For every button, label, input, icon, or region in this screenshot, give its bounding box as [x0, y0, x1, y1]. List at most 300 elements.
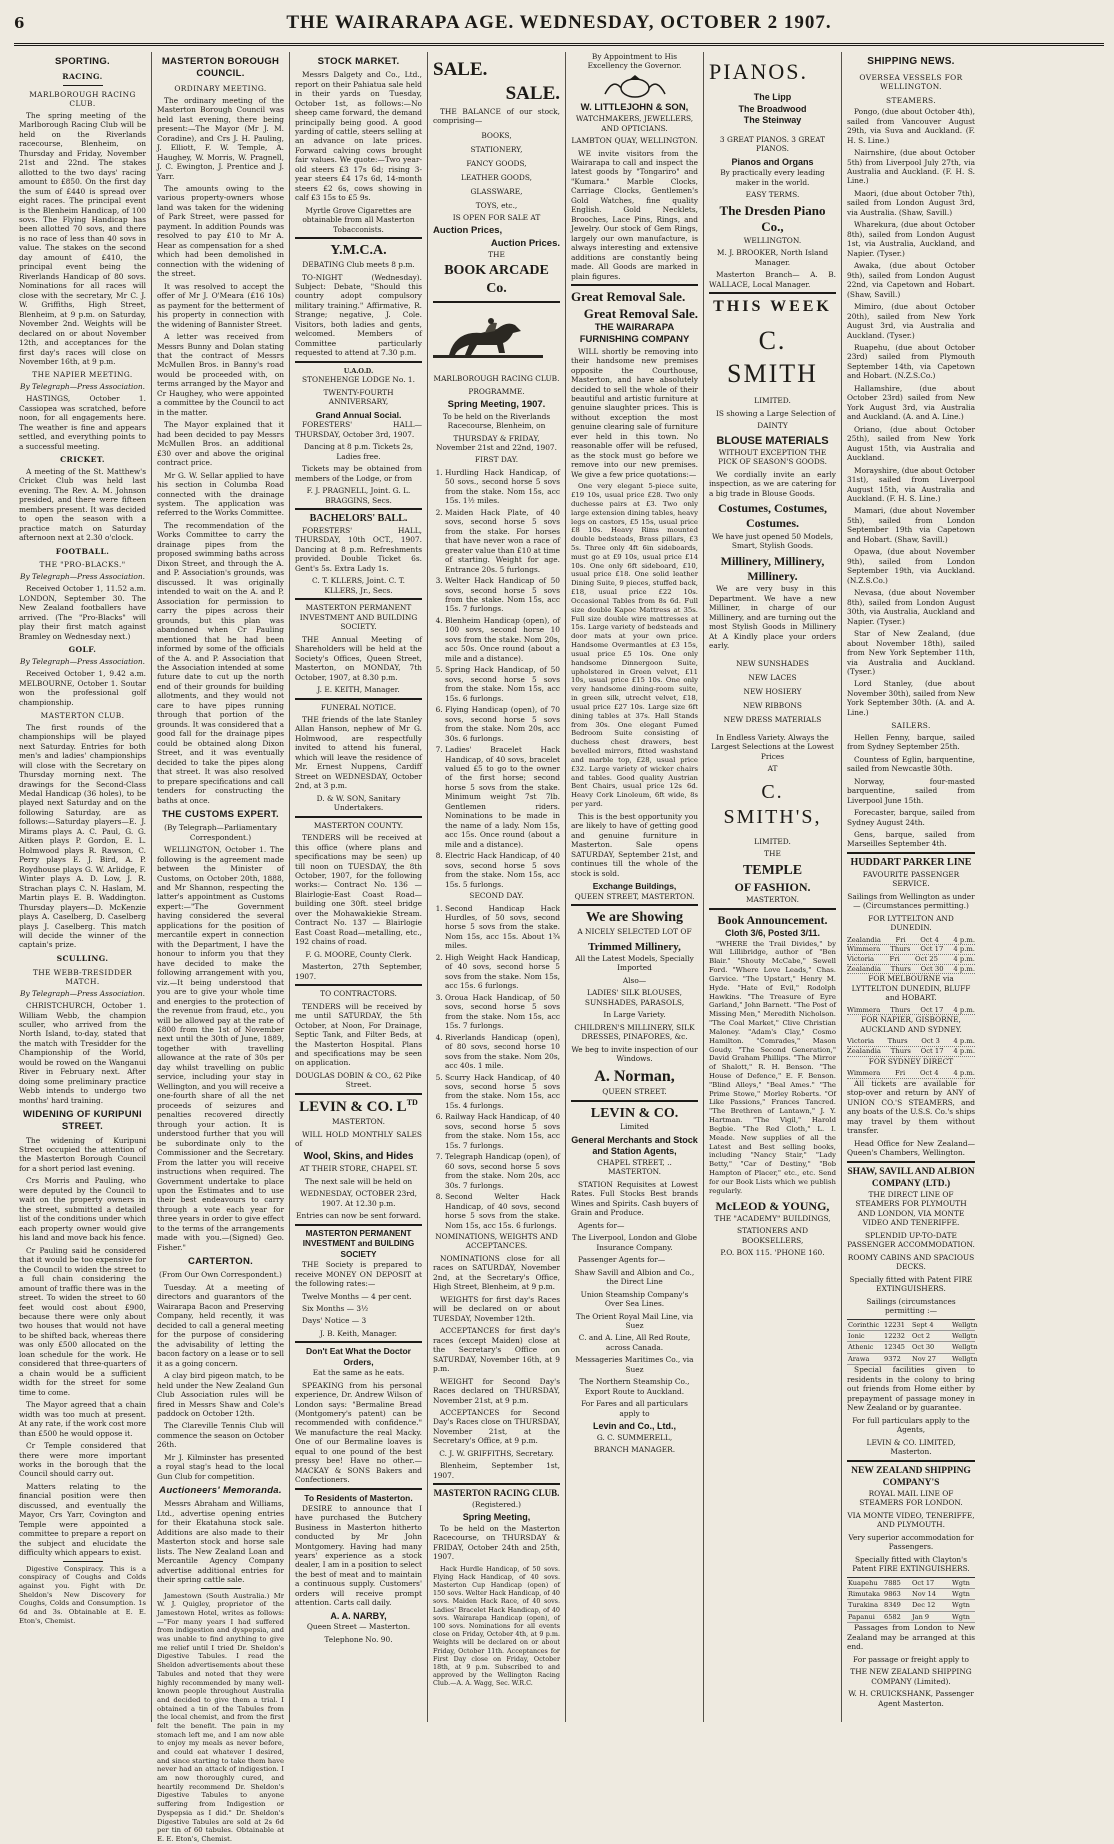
- mrc-title: MARLBOROUGH RACING CLUB.: [433, 374, 560, 384]
- levin-limited: Limited: [620, 1122, 649, 1132]
- race-item: 3. Welter Hack Handicap of 50 sovs, second horse 5 sovs from the stake. Nom 15s, acc 15s. 7 furlongs.: [445, 576, 560, 614]
- heading-pro-blacks: THE "PRO-BLACKS.": [39, 560, 126, 570]
- temple: TEMPLE: [742, 862, 803, 878]
- auction-prices-1: Auction Prices,: [433, 225, 503, 237]
- contractors-text: TENDERS will be received by me until SATURDAY, the 5th October, at Noon, For Drainage, Septic Tank, and Filter Beds, at the Masterton Hospital. Plans and specifications may be seen on application.: [295, 1001, 422, 1068]
- sale-items: [433, 129, 560, 213]
- uaod-lodge: STONEHENGE LODGE No. 1.: [302, 375, 415, 385]
- mrc-second-day: SECOND DAY.: [469, 891, 524, 901]
- article-stock: Messrs Dalgety and Co., Ltd., report on their Pahiatua sale held in their yards on Tuesday, October 1st, as follows:—No sheep came forward, the demand principally being good. A good yarding of cattle, steers selling at an advance on late prices. Forward calving cows brought fair values. We quote:—Two year-old steers £3 17s 6d; rising 3-year steers £4 17s 6d, 14-month steers £2 6s, cows showing in calf £3 15s to £5 9s.: [295, 70, 422, 203]
- shaw-roomy: ROOMY CABINS AND SPACIOUS DECKS.: [847, 1252, 975, 1272]
- levin-agent: The Liverpool, London and Globe Insurance Company.: [572, 1233, 697, 1252]
- summerell: G. C. SUMMERELL,: [596, 1432, 673, 1442]
- smith-at: AT: [767, 764, 778, 774]
- article-kuripuni-5: Cr Temple considered that there were more important works in the borough that the Council should carry out.: [19, 1441, 146, 1479]
- latest-models: All the Latest Models, Specially Imported: [575, 953, 694, 973]
- fashion: OF FASHION.: [734, 879, 811, 894]
- shaw-fitted: Specially fitted with Patent FIRE EXTINGUISHERS.: [849, 1274, 973, 1294]
- heading-stock: STOCK MARKET.: [317, 56, 400, 67]
- mrc2-spring: Spring Meeting,: [462, 1512, 531, 1523]
- route-melbourne: FOR MELBOURNE via LYTTELTON DUNEDIN, BLUFF and HOBART.: [851, 974, 971, 1003]
- smith-without: WITHOUT EXCEPTION THE PICK OF SEASON'S GOODS.: [718, 447, 827, 467]
- masthead: [14, 12, 1104, 46]
- narby-name: A. A. NARBY,: [330, 1610, 387, 1621]
- advert-nz-shipping: [847, 1460, 975, 1709]
- steamer-list: [847, 107, 975, 717]
- blouse-materials: BLOUSE MATERIALS: [716, 434, 829, 447]
- narby-tel: Telephone No. 90.: [324, 1634, 393, 1644]
- ymca-sub: DEBATING Club meets 8 p.m.: [302, 260, 415, 270]
- exchange-addr: QUEEN STREET, MASTERTON.: [574, 891, 695, 901]
- race-item: 4. Riverlands Handicap (open), of 80 sovs, second horse 10 sovs from the stake. Nom 20s, acc 40s. 1 mile.: [445, 1033, 560, 1071]
- sailing-row: Victoria Thurs Oct 3 4 p.m.: [847, 1037, 975, 1046]
- easy-terms: EASY TERMS.: [745, 190, 800, 200]
- bachelors-sec: C. T. KLLERS, Joint. C. T. KLLERS, Jr., Secs.: [312, 576, 405, 595]
- article-carterton-1: Tuesday. At a meeting of directors and guarantors of the Wairarapa Bacon and Preserving Company, held recently, it was decided to call a general meeting for the purpose of considering the advisability of letting the bacon factory on a lease or to sell it as a going concern.: [157, 1282, 284, 1368]
- book-list: "WHERE the Trail Divides," by Will Lillibridge, author of "Ben Blair." "Shouty McCabe," Sewell Ford. "Where Love Leads," Chas. Garvice. "The Upstart," Henry M. Hyde. "Hate of Evil," Rodolph Hawkins. "The Treasure of Eyre Garland," John Barnett. "The Post of Missing Men," Meredith Nicholson. "The Coal Market," Clive Christian Maloney. "Adam's Clay," Cosmo Hamilton. "Comrades," Mason Goudy. "The Second Generation," David Graham Phillips. "The Mirror of Shalott," R. H. Benson. "The House of Defence," E. F. Benson. "Blind Alleys," "Beal Ames." "The Prime Stowe," Morley Roberts. "Of Like Passions," Frances Tancred. "The Brethren of Lantawn," J. Y. Hartman. "The Vigil," Harold Begbie. "The Red Cloth," L. I. Meade. New supplies of all the Latest and Best selling books, including "Nancy Stair," "Lady Betty," "Car of Destiny," "Bob Hampton of Placer," etc., etc. Send for our Book Lists which we publish regularly.: [709, 939, 836, 1195]
- mrc-held: To be held on the Riverlands Racecourse, Blenheim, on: [442, 411, 551, 431]
- sailing-row: Zealandia Fri Oct 4 4 p.m.: [847, 935, 975, 944]
- auction-prices-2: Auction Prices.: [490, 237, 560, 249]
- column-pianos: [704, 52, 842, 1722]
- mrc2-detail: Hack Hurdle Handicap, of 50 sovs. Flying Hack Handicap, of 40 sovs. Masterton Cup Handicap (open) of 150 sovs. Welter Hack Handicap, of 40 sovs. Maiden Hack Race, of 40 sovs. Ladies' Bracelet Hack Handicap, of 40 sovs. Wairarapa Handicap (open), of 100 sovs. Nominations for all events close on Friday, October 4th, at 9 p.m. Weights will be declared on or about Friday, October 11th. Acceptances for First Day close on Friday, October 18th, at 9 p.m. Subscribed to and approved by the Wellington Racing Club.—A. A. Wagg, Sec. W.R.C.: [433, 1564, 560, 1688]
- norman-name: A. Norman,: [594, 1067, 675, 1085]
- pianos-organs: Pianos and Organs: [731, 156, 814, 167]
- book-heading: Book Announcement.: [717, 912, 828, 927]
- race-list-day-1: [433, 468, 560, 889]
- advert-smith: [709, 292, 836, 905]
- steamer-item: Pongo, (due about October 4th), sailed from Vancouver August 29th, via Suva and Auckland. (F. H. S. Line.): [847, 107, 975, 145]
- wool-store: AT THEIR STORE, CHAPEL ST.: [299, 1164, 418, 1174]
- sailing-row: Wimmera Thurs Oct 17 4 p.m.: [847, 1005, 975, 1014]
- article-council-3: It was resolved to accept the offer of Mr J. O'Meara (£16 10s) as payment for the betterment of his property in connection with the widening of Bannister Street.: [157, 281, 284, 329]
- doctor-title: Don't Eat What the Doctor Orders,: [306, 1346, 411, 1368]
- smith-limited-2: LIMITED.: [754, 837, 791, 847]
- levin-agents: Agents for—: [578, 1220, 625, 1230]
- mcleod: McLEOD & YOUNG,: [715, 1198, 830, 1213]
- removal-tail: This is the best opportunity you are likely to have of getting good and genuine furniture in Masterton. Sale opens SATURDAY, September 21st, and continues till the whole of the stock is sold.: [571, 811, 698, 878]
- wool-next: The next sale will be held on: [304, 1176, 413, 1186]
- advert-masterton-racing: [433, 1483, 560, 1687]
- race-item: 5. Scurry Hack Handicap, of 40 sovs, second horse 5 sovs from the stake. Nom 15s, acc 15s. 4 furlongs.: [445, 1073, 560, 1111]
- steamer-item: Star of New Zealand, (due about November 18th), sailed from New York September 11th, via Australia and Auckland. (Tyser.): [847, 629, 975, 676]
- nzs-royal: ROYAL MAIL LINE OF STEAMERS FOR LONDON.: [859, 1488, 963, 1508]
- racehorse-illustration: [433, 311, 543, 367]
- county-date: Masterton, 27th September, 1907.: [295, 962, 422, 981]
- dateline: By Telegraph—Press Association.: [20, 571, 145, 581]
- advert-residents: [295, 1488, 422, 1644]
- mpib2-rate-1: Twelve Months — 4 per cent.: [302, 1291, 412, 1301]
- heading-cricket: CRICKET.: [60, 455, 105, 465]
- article-auctioneers: Messrs Abraham and Williams, Ltd., advertise opening entries for their Ekatahuna stock sale. Additions are also made to their Masterton stock and horse sale lists. The New Zealand Loan and Mercantile Agency Company advertise additional entries for their spring cattle sale.: [157, 1499, 284, 1585]
- smith-endless: In Endless Variety. Always the Largest Selections at the Lowest Prices: [710, 732, 835, 761]
- mrc-secretary: C. J. W. GRIFFITHS, Secretary.: [439, 1448, 554, 1458]
- dresden-brooker: M. J. BROOKER, North Island Manager.: [716, 248, 829, 267]
- this-week: THIS WEEK: [713, 298, 832, 316]
- race-item: 4. Blenheim Handicap (open), of 100 sovs, second horse 10 sovs from the stake. Nom 20s, acc 50s. Once round (about a mile and a distance).: [445, 616, 560, 663]
- nzs-agent: W. H. CRUICKSHANK, Passenger Agent Masterton.: [848, 1689, 974, 1708]
- advert-bachelors: [295, 508, 422, 595]
- po-box: P.O. BOX 115. 'PHONE 160.: [720, 1248, 825, 1258]
- sale-intro: THE BALANCE of our stock, comprising—: [433, 106, 560, 126]
- wool-title: Wool, Skins, and Hides: [303, 1151, 414, 1163]
- huddart-favourite: FAVOURITE PASSENGER SERVICE.: [862, 869, 960, 889]
- heading-sculling: SCULLING.: [56, 953, 109, 963]
- smith-limited: LIMITED.: [754, 396, 791, 406]
- academy: THE "ACADEMY" BUILDINGS,: [714, 1213, 831, 1223]
- race-item: 2. Maiden Hack Plate, of 40 sovs, second horse 5 sovs from the stake. For horses that have never won a race of greater value than £10 at time of starting. Weight for age. Entrance 20s. 5 furlongs.: [445, 508, 560, 574]
- piano-steinway: The Steinway: [743, 115, 802, 126]
- article-council-7: The recommendation of the Works Committee to carry the drainage pipes from the proposed swimming baths across Dixon Street, and through the A. and P. Association's grounds, was discussed. It was originally intended to wait on the A. and P. Association for permission to carry the pipes across their grounds, but this plan was abandoned when Cr Pauling mentioned that he had been informed by some of the officials of the A. and P. Association that the Association intended at some future date to cut up the north end of their grounds for building allotments, and they would not care to have pipes running through that portion of the grounds. It was considered that a good fall for the drainage pipes could be obtained along Dixon Street, and it was eventually decided to take the pipes along that street. It was also resolved to prepare specifications and call tenders for constructing the baths at once.: [157, 520, 284, 805]
- article-masterton-club: The first rounds of the championships will be played next Saturday. Entries for both men's and ladies' championships will close with the Secretary on Thursday morning next. The drawings for the Second-Class Medal Handicap (36 holes), to be played next Saturday and on the following Saturday, are as follows:—Saturday players—E. J. Mirams plays A. C. Paul, G. G. Aitken plays P. Gordon, E. L. Holmwood plays R. Rawson, C. Perry plays E. J. Bird, A. P. Roydhouse plays G. W. Arlidge, F. Winter plays A. D. Low, J. R. Strachan plays C. N. Haslam, M. Martin plays E. B. Waddington. Thursday players—D. McKenzie plays A. Caselberg, D. Caselberg plays J. Caselberg. This match will decide the winner of the captain's prize.: [19, 722, 146, 950]
- steamer-item: Wharekura, (due about October 8th), sailed from London August 1st, via Australia, Auckland, and Napier. (Tyser.): [847, 220, 975, 258]
- mpib2-title: MASTERTON PERMANENT INVESTMENT and BUILDING SOCIETY: [302, 1228, 415, 1259]
- ymca-title: Y.M.C.A.: [330, 243, 387, 259]
- race-item: 8. Second Welter Hack Handicap, of 40 sovs, second horse 5 sovs from the stake. Nom 15s, acc 15s. 6 furlongs.: [445, 1192, 560, 1230]
- new-item: NEW LACES: [748, 672, 797, 682]
- wool-intro: WILL HOLD MONTHLY SALES of: [295, 1129, 422, 1148]
- littlejohn-name: W. LITTLEJOHN & SON,: [580, 101, 689, 113]
- book-cloth: Cloth 3/6, Posted 3/11.: [724, 928, 821, 939]
- trimmed-millinery: Trimmed Millinery,: [588, 940, 681, 953]
- shaw-direct: THE DIRECT LINE OF STEAMERS FOR PLYMOUTH AND LONDON, VIA MONTE VIDEO AND TENERIFFE.: [855, 1189, 967, 1228]
- article-webb: CHRISTCHURCH, October 1. William Webb, the champion sculler, who arrived from the North Island, to-day, stated that the match with Tresidder for the Championship of the World, would be rowed on the Wanganui River in February next. After doing some preliminary practice Webb intends to undergo two months' hard training.: [19, 1001, 146, 1105]
- new-items: [709, 657, 836, 727]
- nzs-clayton: Specially fitted with Clayton's Patent FIRE EXTINGUISHERS.: [852, 1554, 970, 1574]
- exchange-buildings: Exchange Buildings,: [592, 881, 677, 892]
- heading-kuripuni: WIDENING OF KURIPUNI STREET.: [23, 1109, 142, 1133]
- article-kuripuni-3: Cr Pauling said he considered that it would be too expensive for the Council to widen the street to a full chain considering the amount of traffic there was in the street. To widen the street to 60 feet would cost about £900, because there were only about two houses that would not have to be shifted back, whereas there was only £500 allocated on the loan schedule for the work. He considered that three-quarters of a chain would be a sufficient width for the street for some time to come.: [19, 1245, 146, 1397]
- advert-marlborough-racing: [433, 301, 560, 1480]
- sale-item: BOOKS,: [481, 130, 512, 140]
- heading-carterton: CARTERTON.: [187, 1256, 254, 1268]
- sale-heading-1: SALE.: [433, 59, 488, 80]
- smith-models: We have just opened 50 Models, Smart, Stylish Goods.: [711, 531, 834, 551]
- mpib-title: MASTERTON PERMANENT INVESTMENT AND BUILDING SOCIETY.: [299, 603, 418, 632]
- mrc-first-day: FIRST DAY.: [474, 455, 519, 465]
- removal-title-2: Great Removal Sale.: [583, 305, 698, 321]
- steamer-item: Hallamshire, (due about October 23rd) sailed from New York August 3rd, via Australia and Auckland. (A. and A. Line.): [847, 383, 975, 422]
- nzs-apply: For passage or freight apply to: [853, 1654, 969, 1664]
- uaod-secretaries: F. J. PRAGNELL, Joint. G. L. BRAGGINS, Secs.: [306, 486, 411, 505]
- levin-agent: Union Steamship Company's Over Sea Lines.: [580, 1289, 689, 1309]
- route-napier: FOR NAPIER, GISBORNE, AUCKLAND AND SYDNEY.: [860, 1015, 962, 1034]
- mpib-sig: J. E. KEITH, Manager.: [317, 685, 400, 695]
- mpib-text: THE Annual Meeting of Shareholders will be held at the Society's Offices, Queen Street, Masterton, on MONDAY, 7th October, 1907, at 8.30 p.m.: [295, 634, 422, 682]
- advert-mpib-deposit: [295, 1224, 422, 1339]
- article-golf: Received October 1, 9.42 a.m. MELBOURNE, October 1. Soutar won the professional golf championship.: [19, 669, 146, 707]
- article-council-6: Mr G. W. Sellar applied to have his section in Columba Road connected with the drainage system. The application was referred to the Works Committee.: [157, 470, 284, 518]
- article-council-5: The Mayor explained that it had been decided to pay Messrs McMullen Bros. an additional £30 over and above the original contract price.: [157, 420, 284, 468]
- bachelors-title: BACHELORS' BALL.: [309, 513, 408, 525]
- sailer-item: Countess of Eglin, barquentine, sailed from Newcastle 30th.: [847, 754, 975, 774]
- page-number: 6: [14, 14, 25, 32]
- doctor-sub: Eat the same as he eats.: [312, 1368, 405, 1378]
- mrc-nominations: NOMINATIONS close for all races on SATURDAY, November 2nd, at the Secretary's Office, High Street, Blenheim, at 9 p.m.: [433, 1253, 560, 1292]
- showing-title: We are Showing: [586, 910, 683, 926]
- levin-general: General Merchants and Stock and Station Agents,: [571, 1134, 698, 1157]
- sailing-row: Zealandia Thurs Oct 17 4 p.m.: [847, 1047, 975, 1056]
- levin-agent: The Orient Royal Mail Line, via Suez: [575, 1311, 694, 1330]
- advert-funeral: [295, 698, 422, 813]
- contractors-sig: DOUGLAS DOBIN & CO., 62 Pike Street.: [295, 1070, 422, 1090]
- levin-agent: C. and A. Line, All Red Route, across Canada.: [578, 1333, 691, 1352]
- mpib2-rate-3: Days' Notice — 3: [302, 1316, 367, 1326]
- steamer-item: Nevasa, (due about November 8th), sailed from London August 30th, via Australia, Auckland and Napier. (Tyser.): [847, 588, 975, 626]
- steamer-item: Nairnshire, (due about October 5th) from Liverpool July 27th, via Australia and Auckland. (F. H. S. Line.): [847, 148, 975, 186]
- royal-crest-icon: [585, 74, 685, 100]
- notice-myrtle: Myrtle Grove Cigarettes are obtainable from all Masterton Tobacconists.: [302, 205, 415, 234]
- dateline: By Telegraph—Press Association.: [20, 656, 145, 666]
- article-carterton-3: The Clareville Tennis Club will commence the season on October 26th.: [157, 1421, 284, 1450]
- levin-agent: Messageries Maritimes Co., via Suez: [575, 1355, 694, 1374]
- article-kuripuni-2: Crs Morris and Pauling, who were deputed by the Council to wait on the property owners in the street, submitted a detailed list of the conditions under which each property owner would give his land and move back his fence.: [19, 1176, 146, 1243]
- huddart-note: All tickets are available for stop-over and return by ANY of UNION CO.'S STEAMERS, and any boats of the U.S.S. Co.'s ships may travel by them without transfer.: [847, 1078, 975, 1136]
- race-item: 7. Telegraph Handicap (open), of 60 sovs, second horse 5 sovs from the stake. Nom 20s, acc 30s. 7 furlongs.: [445, 1152, 560, 1190]
- advert-levin-wool: [295, 1093, 422, 1221]
- mrc-spring: Spring Meeting, 1907.: [447, 399, 546, 411]
- steamer-item: Lord Stanley, (due about November 30th), sailed from New York September 30th. (A. and A. Line.): [847, 679, 975, 717]
- funeral-title: FUNERAL NOTICE.: [320, 702, 397, 712]
- sailer-list: [847, 733, 975, 849]
- blouses: LADIES' SILK BLOUSES, SUNSHADES, PARASOLS,: [584, 988, 685, 1007]
- sailing-row: Wimmera Thurs Oct 17 4 p.m.: [847, 945, 975, 954]
- removal-title-1: Great Removal Sale.: [571, 289, 686, 305]
- nzs-via: VIA MONTE VIDEO, TENERIFFE, AND PLYMOUTH.: [847, 1510, 975, 1530]
- funeral-text: THE friends of the late Stanley Allan Hanson, nephew of Mr G. Holmwood, are respectfully invited to attend his funeral, which will leave the residence of Mr. Ernest Nuppens, Cardiff Street on WEDNESDAY, October 2nd, at 3 p.m.: [295, 714, 422, 791]
- article-customs: WELLINGTON, October 1. The following is the agreement made between the Minister of Customs, on October 20th, 1888, and Mr Shannon, respecting the latter's appointment as Customs expert:—"The Government having considered the several applications for the position of mercantile expert in connection with the Department, I have the honour to inform you that they have decided to make the following arrangement with you, viz.—It being understood that you are to give your whole time and energies to the protection of the revenue from fraud, etc., you will be allowed pay at the rate of £800 from the 1st of November next until the 30th of June, 1889, together with travelling allowance at the rate of 30s per day whilst travelling on public service, including your stay in Wellington, and you will receive a one-fourth share of all the net proceeds of seizures and penalties recovered directly through your action. It is understood further that you will be subordinate only to the Commissioner and the Secretary. From the latter you will receive instructions when required. The Government undertake to place upon the Estimates and to use their best endeavours to carry through a vote each year for three years in order to give effect to the terms of the arrangements made with you.—(Signed) Geo. Fisher.": [157, 845, 284, 1252]
- mrc-date: Blenheim, September 1st, 1907.: [433, 1461, 560, 1480]
- smith-cordially: We cordially invite an early inspection, as we are catering for a big trade in Blouse Goods.: [709, 469, 836, 498]
- narby-addr: Queen Street — Masterton.: [306, 1622, 411, 1632]
- heading-shipping: SHIPPING NEWS.: [867, 56, 955, 67]
- steamer-item: Mimiro, (due about October 20th), sailed from New York August 3rd, via Australia and Auckland. (Tyser.): [847, 302, 975, 340]
- steamer-item: Awaka, (due about October 9th), sailed from London August 22nd, via Capetown and Hobart. (Shaw, Savill.): [847, 261, 975, 299]
- advert-huddart: [847, 852, 975, 1158]
- mpib2-text: THE Society is prepared to receive MONEY ON DEPOSIT at the following rates:—: [295, 1260, 422, 1289]
- removal-list: One very elegant 5-piece suite, £19 10s, usual price £28. Two only duchesse pairs at £3. Two only large extension dining tables, heavy legs on castors, £5 15s, usual price £8 10s. Heavy Rims mounted double bedsteads, Brass pillars, £3 5s. Three only 4ft 6in sideboards, must go at £9 10s, usual price £14 10s. One only 6ft sideboard, £10, usual price £18. One solid leather Dining Suite, 9 pieces, stuffed back, £18, usual price £22 10s. Occasional Tables from 8s 6d. Full size double Kapoc Mattress at 35s. Full size double wire mattresses at 15s. Large variety of bedsteads and door mats at your own price. Handsome Overmantles at £3 15s, usual price £5 10s. One only handsome Dinnergoon Suite, upholstered in Green velvet, £11 10s, usual price £15 10s. One only very handsome dining-room suite, in green silk, utrecht velvet, £18, usual price £27 10s. Large size 6ft dining tables at 37s. Hall Stands from 30s. One elegant Fumed Bedroom Suite consisting of duchess chest drawers, best bevelled mirrors, fitted washstand and marble top, £28, usual price £32. Large variety of wicker chairs and tables. Good quality Austrian Bent Chairs, usual price 12s 6d. Heavy Cork Linoleum, 6ft wide, 8s per yard.: [571, 482, 698, 808]
- levin-title: LEVIN & CO. $L^{TD}$: [299, 1097, 418, 1115]
- also: Also—: [622, 975, 647, 985]
- book-arcade: BOOK ARCADE Co.: [444, 263, 549, 297]
- sailing-row: Zealandia Thurs Oct 30 4 p.m.: [847, 964, 975, 973]
- county-sig: F. G. MOORE, County Clerk.: [305, 949, 412, 959]
- heading-golf: GOLF.: [68, 645, 97, 655]
- doctor-text: SPEAKING from his personal experience, Dr. Andrew Wilson of London says: "Bermaline Bread (Montgomery's patent) can be recommended with confidence." We manufacture the real Macky. One of our Bermaline loaves is equal to one pound of the best pressy bee! Have no other.—MACKAY & SONS Bakers and Confectioners.: [295, 1380, 422, 1485]
- littlejohn-text: WE invite visitors from the Wairarapa to call and inspect the latest goods by "Tongariro" and "Kumara." Marble Clocks, Carriage Clocks, Gentlemen's Gold Watches, fine quality English. Gold Necklets, Brooches, Lace Pins, Rings, and Jewelry. Our stock of Gem Rings, largely our own manufacture, is always interesting and extensive additions are constantly being made. All Goods are marked in plain figures.: [571, 148, 698, 281]
- advert-norman: [571, 904, 698, 1096]
- funeral-sig: D. & W. SON, Sanitary Undertakers.: [316, 793, 401, 813]
- great-pianos: 3 GREAT PIANOS. 3 GREAT PIANOS.: [719, 134, 826, 154]
- subheading-ordinary: ORDINARY MEETING.: [174, 84, 267, 94]
- wool-date: WEDNESDAY, OCTOBER 23rd, 1907. At 12.30 p.m.: [300, 1189, 417, 1208]
- temple-the: THE: [764, 849, 781, 859]
- sailing-row: Wimmera Fri Oct 4 4 p.m.: [847, 1069, 975, 1078]
- levin-agent: The Northern Steamship Co., Export Route to Auckland.: [579, 1377, 690, 1396]
- temple-masterton: MASTERTON.: [745, 895, 800, 905]
- advert-doctor: [295, 1341, 422, 1484]
- shaw-note: Special facilities given to residents in the colony to bring out friends from Home either by prepayment of passage money in New Zealand or by guarantee.: [847, 1365, 975, 1413]
- variety: In Large Variety.: [603, 1010, 666, 1020]
- county-title: MASTERTON COUNTY.: [313, 820, 404, 830]
- subheading-customs: (By Telegraph—Parliamentary Correspondent.): [164, 823, 277, 842]
- race-item: 1. Second Handicap Hack Hurdles, of 50 sovs, second horse 5 sovs from the stake. Nom 15s, acc 15s. About 1¾ miles.: [445, 904, 560, 951]
- heading-marlborough: MARLBOROUGH RACING CLUB.: [29, 89, 136, 109]
- column-shipping: [842, 52, 980, 1722]
- race-item: 6. Flying Handicap (open), of 70 sovs, second horse 5 sovs from the stake. Nom 20s, acc 30s. 6 furlongs.: [445, 705, 560, 743]
- article-marlborough: The spring meeting of the Marlborough Racing Club will be held on the Riverlands racecourse, Blenheim, on Thursday and Friday, November 21st and 22nd. The stakes allotted to the two days' racing amount to £850. On the first day the sum of £440 is spread over eight races. The principal event is the Blenheim Handicap, of 100 sovs. The Flying Handicap has been allotted 70 sovs, and there is no race of less than 40 sovs in value. The stakes on the second day amount of £410, the principal event being the Riverlands Handicap of 80 sovs. Nominations for all races will close with the secretary, Mr C. J. W. Griffiths, High Street, Blenheim, at 9 p.m. on Saturday, November 2nd. Weights will be declared on or about November 12th, and acceptances for the first day's races will close on November 16th, at 9 p.m.: [19, 110, 146, 366]
- smith-dainty: DAINTY: [757, 421, 788, 431]
- advert-books: [709, 908, 836, 1258]
- levin-ltd: Levin and Co., Ltd.,: [593, 1421, 676, 1432]
- heading-masterton-club: MASTERTON CLUB.: [40, 711, 125, 721]
- heading-auctioneers: Auctioneers' Memoranda.: [159, 1485, 282, 1497]
- dresden-wellington: WELLINGTON.: [743, 235, 802, 245]
- nzs-title: NEW ZEALAND SHIPPING COMPANY'S: [851, 1465, 971, 1488]
- steamer-item: Morayshire, (due about October 31st), sailed from Liverpool August 15th, via Australia and Auckland. (F. H. S. Line.): [847, 465, 975, 504]
- uaod-tickets: Tickets may be obtained from members of the Lodge, or from: [295, 464, 422, 483]
- advert-removal: [571, 284, 698, 901]
- new-item: NEW HOSIERY: [743, 686, 802, 696]
- levin-fares: For Fares and all particulars apply to: [581, 1399, 688, 1418]
- race-item: 5. Spring Hack Handicap, of 50 sovs, second horse 5 sovs from the stake. Nom 15s, acc 15s. 6 furlongs.: [445, 665, 560, 703]
- mrc-weight-2: WEIGHT for Second Day's Races declared on THURSDAY, November 21st, at 9 p.m.: [433, 1376, 560, 1405]
- mrc2-text: To be held on the Masterton Racecourse, on THURSDAY & FRIDAY, October 24th and 25th, 1907.: [433, 1523, 560, 1562]
- levin-agent: Shaw Savill and Albion and Co., the Direct Line: [574, 1267, 695, 1287]
- sale-item: GLASSWARE,: [470, 186, 523, 196]
- route-lyttelton: FOR LYTTELTON AND DUNEDIN.: [868, 913, 954, 933]
- mrc2-title: MASTERTON RACING CLUB.: [433, 1488, 560, 1499]
- shaw-sailings: Sailings (circumstances permitting :—: [866, 1296, 956, 1316]
- sailer-item: Gens, barque, sailed from Marseilles September 4th.: [847, 830, 975, 849]
- shaw-apply: For full particulars apply to the Agents,: [852, 1415, 970, 1435]
- smith-showing: IS showing a Large Selection of: [716, 408, 836, 418]
- dresden: The Dresden Piano Co.,: [719, 202, 826, 235]
- smith-title: C. SMITH: [727, 325, 818, 388]
- shaw-table: Corinthic 12231 Sept 4 Wellgtn Ionic 12232 Oct 2 Wellgtn Athenic 12345 Oct 30 Wellgtn Arawa 9372 Nov 27 Wellgtn: [847, 1319, 975, 1366]
- dateline: By Telegraph—Press Association.: [20, 381, 145, 391]
- sale-item: FANCY GOODS,: [466, 158, 527, 168]
- advert-ymca: [295, 237, 422, 358]
- sailing-row: Victoria Fri Oct 25 4 p.m.: [847, 954, 975, 963]
- race-item: 2. High Weight Hack Handicap, of 40 sovs, second horse 5 sovs from the stake. Nom 15s, acc 15s. 6 furlongs.: [445, 953, 560, 991]
- dresden-branch: Masterton Branch— A. B. WALLACE, Local Manager.: [709, 270, 836, 289]
- newspaper-title: THE WAIRARAPA AGE. WEDNESDAY, OCTOBER 2 1907.: [286, 12, 832, 33]
- column-council: [152, 52, 290, 1843]
- removal-text: WILL shortly be removing into their handsome new premises opposite the Courthouse, Masterton, and have absolutely decided to sell the whole of their beautiful and artistic furniture at genuine slaughter prices. This is without exception the most genuine clearing sale of furniture ever held in this town. No reasonable offer will be refused, as the stock must go before we remove into our new premises. We give a few price quotations:—: [571, 346, 698, 479]
- steamer-item: Mamari, (due about November 5th), sailed from London September 19th via Capetown and Hobart. (Shaw, Savill.): [847, 506, 975, 544]
- sale-item: LEATHER GOODS,: [460, 172, 532, 182]
- huddart-title: HUDDART PARKER LINE: [850, 856, 972, 868]
- levin-name: LEVIN & CO.: [590, 1105, 679, 1121]
- advert-mpib: [295, 598, 422, 694]
- steamer-item: Oriano, (due about October 25th), sailed from New York August 15th, via Australia and Auckland.: [847, 424, 975, 463]
- article-council-4: A letter was received from Messrs Bunny and Dolan stating that the contract of Messrs McMullen Bros. in Banny's road would be proceeded with, on terms arranged by the Mayor and Cr Haughey, who were appointed a committee by the Council to act in the matter.: [157, 332, 284, 417]
- sailer-item: Forecaster, barque, sailed from Sydney August 24th.: [847, 808, 975, 827]
- contractors-title: TO CONTRACTORS.: [320, 989, 397, 999]
- nzs-company: THE NEW ZEALAND SHIPPING COMPANY (Limited).: [850, 1667, 972, 1686]
- route-sydney: FOR SYDNEY DIRECT: [868, 1056, 954, 1066]
- sale-heading-2: SALE.: [505, 83, 560, 105]
- subheading-carterton: (From Our Own Correspondent.): [159, 1270, 282, 1280]
- nzs-passages: Passages from London to New Zealand may be arranged at this end.: [847, 1623, 975, 1652]
- branch-manager: BRANCH MANAGER.: [593, 1445, 676, 1455]
- advert-uaod: [295, 361, 422, 506]
- stationers: STATIONERS AND BOOKSELLERS,: [737, 1226, 808, 1245]
- bachelors-text: FORESTERS' HALL, THURSDAY, 10th OCT., 1907. Dancing at 8 p.m. Refreshments provided. Double Ticket 6s. Gent's 5s. Extra Lady 1s.: [295, 526, 422, 573]
- advert-levin: [571, 1100, 698, 1455]
- race-item: 8. Electric Hack Handicap, of 40 sovs, second horse 5 sovs from the stake. Nom 15s, acc 15s. 5 furlongs.: [445, 851, 560, 889]
- race-item: 3. Oroua Hack Handicap, of 50 sovs, second horse 5 sovs from the stake. Nom 15s, acc 15s. 7 furlongs.: [445, 993, 560, 1031]
- sailer-item: Norway, four-masted barquentine, sailed from Liverpool June 15th.: [847, 776, 975, 805]
- uaod-dancing: Dancing at 8 p.m. Tickets 2s, Ladies free.: [303, 442, 414, 461]
- article-council-2: The amounts owing to the various property-owners whose land was taken for the widening of Park Street, were passed for payment. In addition Pounds was resolved to pay £10 to Mr A. Hear as compensation for a shed which had been demolished in connection with the widening of the street.: [157, 184, 284, 279]
- every-maker: By practically every leading maker in the world.: [720, 168, 825, 187]
- residents-title: To Residents of Masterton.: [304, 1492, 413, 1503]
- sale-item: TOYS, etc.,: [475, 200, 518, 210]
- new-item: NEW DRESS MATERIALS: [723, 714, 822, 724]
- piano-lipp: The Lipp: [753, 92, 792, 103]
- pianos-title: PIANOS.: [709, 59, 808, 84]
- steamer-item: Maori, (due about October 7th), sailed from London August 3rd, via Australia. (Shaw, Savill.): [847, 188, 975, 217]
- wool-entries: Entries can now be sent forward.: [296, 1211, 421, 1221]
- heading-sporting: SPORTING.: [55, 56, 110, 67]
- advert-contractors: [295, 984, 422, 1090]
- mrc-weights: WEIGHTS for first day's Races will be declared on or about TUESDAY, November 12th.: [433, 1294, 560, 1323]
- sailer-item: Hellen Fenny, barque, sailed from Sydney September 25th.: [847, 732, 975, 752]
- levin-chapel: CHAPEL STREET, .. MASTERTON.: [597, 1157, 672, 1177]
- norman-addr: QUEEN STREET.: [602, 1087, 667, 1097]
- sale-item: STATIONERY,: [470, 144, 523, 154]
- mpib2-sig: J. B. Keith, Manager.: [319, 1328, 398, 1338]
- heading-webb: THE WEBB-TRESIDDER MATCH.: [32, 967, 133, 987]
- mrc2-sub: (Registered.): [472, 1499, 521, 1509]
- oversea: OVERSEA VESSELS FOR WELLINGTON.: [859, 72, 963, 92]
- steamer-item: Ruapehu, (due about October 23rd) sailed from Plymouth September 14th, via Capetown and Hobart. (N.Z.S.Co.): [847, 342, 975, 381]
- article-carterton-4: Mr J. Kilminster has presented a royal stag's head to the local Gun Club for competition.: [157, 1452, 284, 1481]
- uaod-hall: FORESTERS' HALL—THURSDAY, October 3rd, 1907.: [295, 420, 422, 439]
- hp-table-1: [847, 936, 975, 975]
- heading-football: FOOTBALL.: [55, 546, 110, 556]
- shaw-splendid: SPLENDID UP-TO-DATE PASSENGER ACCOMMODATION.: [847, 1230, 975, 1250]
- smith-millinery: We are very busy in this Department. We have a new Milliner, in charge of our Millinery, and are turning out the most Stylish Goods in Millinery At A Kindly place your orders early.: [709, 584, 836, 651]
- mrc-dates: THURSDAY & FRIDAY, November 21st and 22nd, 1907.: [436, 433, 557, 452]
- article-napier: HASTINGS, October 1. Cassiopea was scratched, before noon, for all engagements here. The weather is fine and appears settled, and everything points to a successful meeting.: [19, 394, 146, 451]
- huddart-office: Head Office for New Zealand—Queen's Chambers, Wellington.: [847, 1138, 975, 1158]
- children: CHILDREN'S MILLINERY, SILK DRESSES, PINAFORES, &c.: [574, 1022, 695, 1042]
- sale-open: IS OPEN FOR SALE AT: [452, 212, 541, 222]
- heading-council: MASTERTON BOROUGH COUNCIL.: [161, 56, 280, 80]
- article-kuripuni-1: The widening of Kuripuni Street occupied the attention of the Masterton Borough Council for a short period last evening.: [19, 1135, 146, 1173]
- article-council-1: The ordinary meeting of the Masterton Borough Council was held last evening, there being present:—The Mayor (Mr J. M. Coradine), and Crs J. H. Pauling, J. Elliott, F. W. Temple, A. Haughey, W. Morris, W. Pragnell, J. C. Ewington, J. Prentice and J. Yarr.: [157, 95, 284, 181]
- appointment: By Appointment to His Excellency the Governor.: [587, 52, 682, 71]
- littlejohn-trade: WATCHMAKERS, JEWELLERS, AND OPTICIANS.: [575, 114, 694, 133]
- column-stock: [290, 52, 428, 1722]
- uaod-anniversary: TWENTY-FOURTH ANNIVERSARY,: [323, 387, 394, 407]
- residents-text: DESIRE to announce that I have purchased the Butchery Business in Masterton hitherto conducted by Mr John Montgomery. Having had many years' experience as a stock dealer, I am in a position to select the best of meat and to maintain a continuous supply. Customers' orders will receive prompt attention. Carts call daily.: [295, 1503, 422, 1608]
- uaod-title: U.A.O.D.: [343, 365, 374, 375]
- race-item: 1. Hurdling Hack Handicap, of 50 sovs., second horse 5 sovs from the stake. Nom 15s, acc 15s. 1½ miles.: [445, 468, 560, 506]
- new-item: NEW RIBBONS: [743, 700, 802, 710]
- article-kuripuni-6: Matters relating to the financial position were then discussed, and eventually the Mayor, Crs Yarr, Covington and Temple were appointed a committee to prepare a report on the subject and elucidate the difficulty which appears to exist.: [19, 1481, 146, 1558]
- mpib2-rate-2: Six Months — 3½: [302, 1303, 369, 1313]
- race-list-day-2: [433, 904, 560, 1230]
- piano-broadwood: The Broadwood: [738, 103, 807, 114]
- new-item: NEW SUNSHADES: [736, 658, 809, 668]
- invite: We beg to invite inspection of our Windows.: [571, 1044, 698, 1064]
- uaod-social: Grand Annual Social.: [315, 409, 402, 420]
- smiths: C. SMITH'S,: [723, 780, 822, 829]
